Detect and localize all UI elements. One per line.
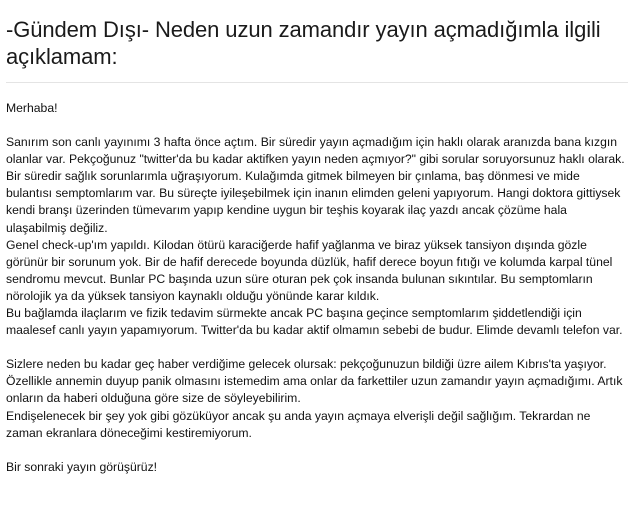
closing-text: Bir sonraki yayın görüşürüz! xyxy=(6,459,158,474)
paragraph-gap xyxy=(6,339,628,356)
paragraph-1: Sanırım son canlı yayınımı 3 hafta önce açtım. Bir süredir yayın açmadığım için haklı olarak aranızda bana kızgın olanlar var. Pekçoğunuz "twitter'da bu kadar aktifken yayın neden açmıyor?" gibi sorular soruyorsunuz haklı olarak. xyxy=(6,135,625,167)
article-title: -Gündem Dışı- Neden uzun zamandır yayın açmadığımla ilgili açıklamam: xyxy=(6,17,601,69)
paragraph-2: Bir süredir sağlık sorunlarımla uğraşıyorum. Kulağımda gitmek bilmeyen bir çınlama, baş dönmesi ve mide bulantısı semptomlarım var. Bu süreçte iyileşebilmek için inanın elimden geleni yapıyorum. Hangi doktora gittiysek kendi branşı üzerinden tümevarım yapıp kendine uygun bir teşhis koyarak ilaç yazdı ancak çözüme hala ulaşabilmiş değiliz. xyxy=(6,169,621,235)
paragraph-gap xyxy=(6,117,628,134)
paragraph-6: Endişelenecek bir şey yok gibi gözüküyor ancak şu anda yayın açmaya elverişli değil sağlığım. Tekrardan ne zaman ekranlara döneceğimi kestiremiyorum. xyxy=(6,408,591,440)
title-divider xyxy=(6,82,628,83)
paragraph-5: Sizlere neden bu kadar geç haber verdiğime gelecek olursak: pekçoğunuzun bildiği üzre ailem Kıbrıs'ta yaşıyor. Özellikle annemin duyup panik olmasını istemedim ama onlar da farkettiler uzun zamandır yayın açmadığımı. Artık onların da haberi olduğuna göre size de söyleyebilirim. xyxy=(6,357,623,406)
article-body xyxy=(6,100,628,476)
paragraph-3: Genel check-up'ım yapıldı. Kilodan ötürü karaciğerde hafif yağlanma ve biraz yüksek tansiyon dışında gözle görünür bir sorunum yok. Bir de hafif derecede boyunda düzlük, hafif derece boyun fıtığı ve kolumda karpal tünel sendromu mevcut. Bunlar PC başında uzun süre oturan pek çok insanda bulunan sıkıntılar. Bu semptomların nörolojik ya da yüksek tansiyon kaynaklı olduğu yönünde karar kıldık. xyxy=(6,237,613,303)
greeting-text: Merhaba! xyxy=(6,101,58,115)
paragraph-4: Bu bağlamda ilaçlarım ve fizik tedavim sürmekte ancak PC başına geçince semptomlarım şiddetlendiği için maalesef canlı yayın yapamıyorum. Twitter'da bu kadar aktif olmamın sebebi de budur. Elimde devamlı telefon var. xyxy=(6,306,623,338)
paragraph-gap xyxy=(6,442,628,459)
